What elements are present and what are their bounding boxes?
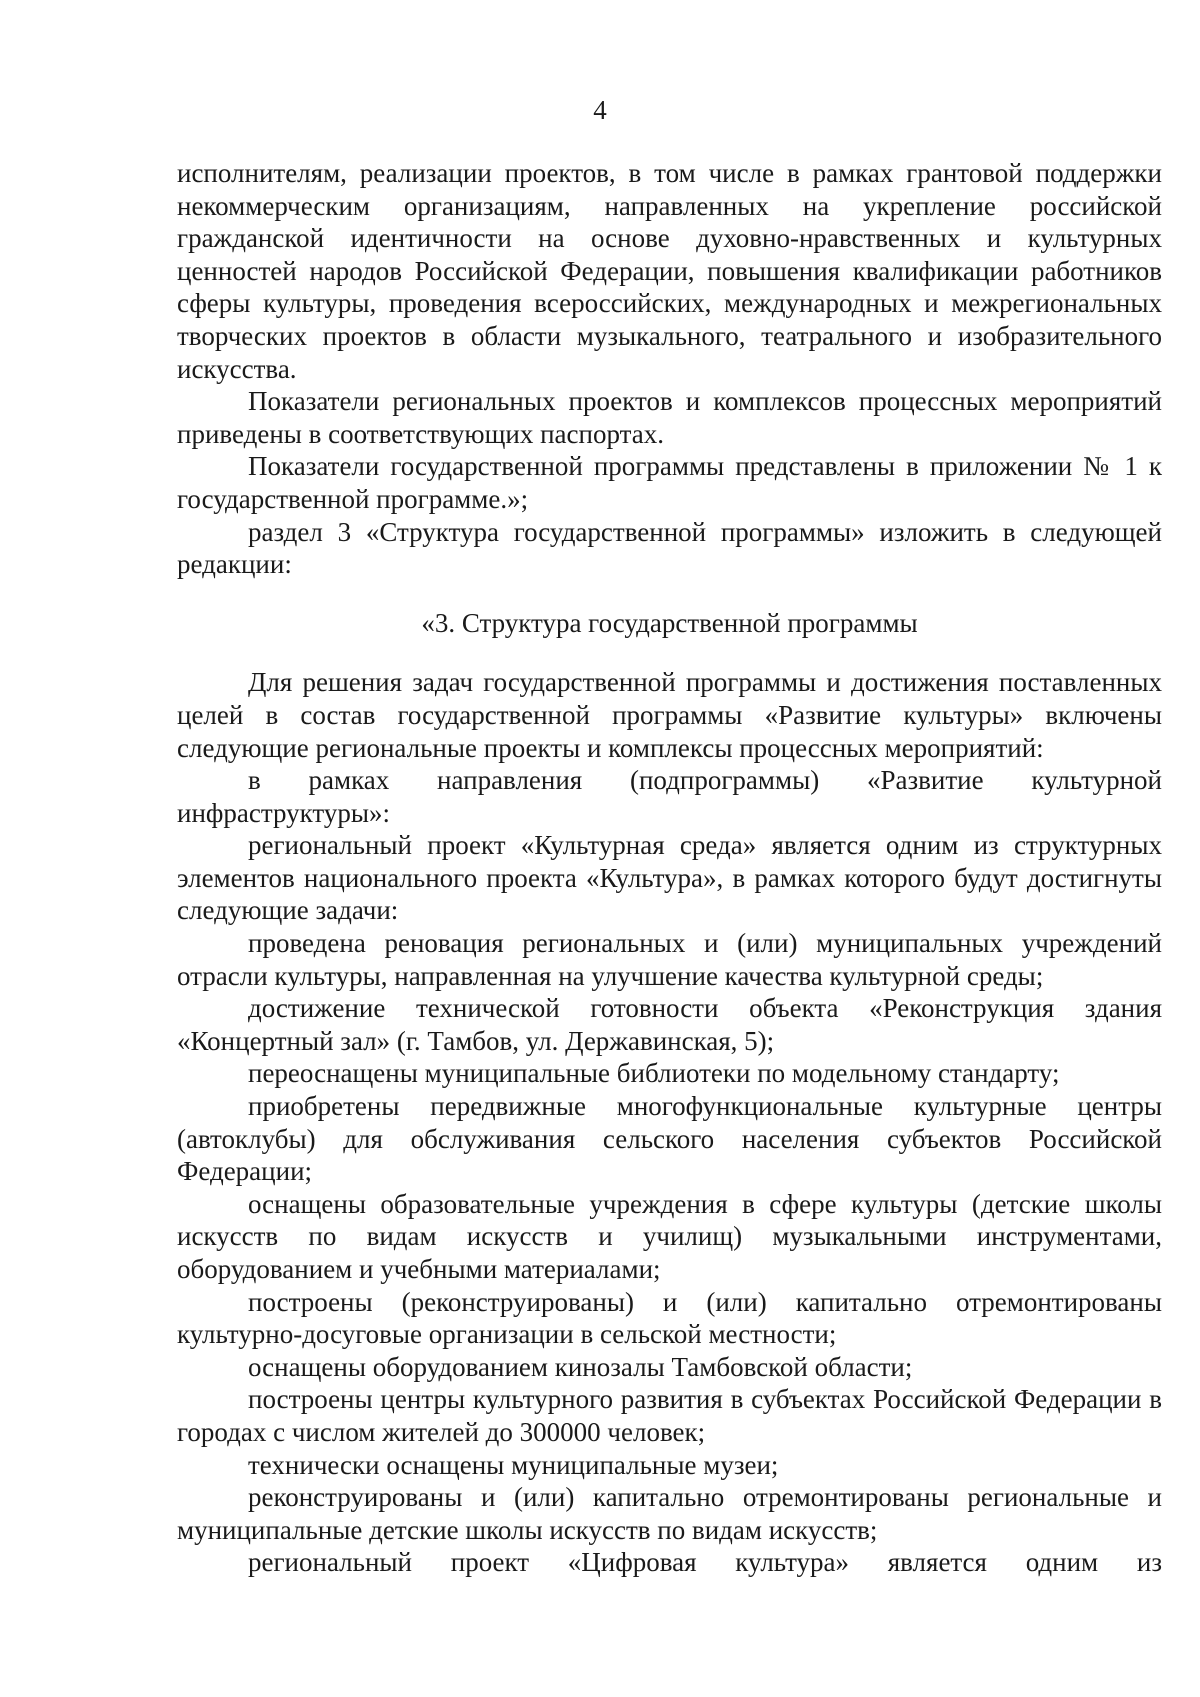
- paragraph-structure-intro: Для решения задач государственной программы и достижения поставленных целей в состав государственной программы «Развитие культуры» включены следующие региональные проекты и комплексы процессных мероприятий:: [177, 667, 1162, 763]
- list-item-cinemas: оснащены оборудованием кинозалы Тамбовской области;: [248, 1351, 913, 1382]
- paragraph-direction: в рамках направления (подпрограммы) «Развитие культурной инфраструктуры»:: [177, 765, 1162, 828]
- paragraph-project-digital-culture: региональный проект «Цифровая культура» является одним из: [248, 1547, 1162, 1578]
- paragraph-project-cultural-environment: региональный проект «Культурная среда» является одним из структурных элементов национального проекта «Культура», в рамках которого будут достигнуты следующие задачи:: [177, 830, 1162, 926]
- paragraph-indicators-program: Показатели государственной программы представлены в приложении № 1 к государственной программе.»;: [177, 451, 1162, 514]
- list-item-concert-hall: достижение технической готовности объекта «Реконструкция здания «Концертный зал» (г. Тамбов, ул. Державинская, 5);: [177, 993, 1162, 1056]
- list-item-renovation: проведена реновация региональных и (или) муниципальных учреждений отрасли культуры, направленная на улучшение качества культурной среды;: [177, 928, 1162, 991]
- list-item-culture-centers: построены центры культурного развития в субъектах Российской Федерации в городах с числом жителей до 300000 человек;: [177, 1384, 1162, 1447]
- document-body: [177, 157, 1162, 1579]
- list-item-museums: технически оснащены муниципальные музеи;: [248, 1449, 779, 1480]
- page-number: 4: [593, 95, 607, 125]
- list-item-rural-organizations: построены (реконструированы) и (или) капитально отремонтированы культурно-досуговые организации в сельской местности;: [177, 1286, 1162, 1350]
- paragraph-continuation: исполнителям, реализации проектов, в том числе в рамках грантовой поддержки некоммерческим организациям, направленных на укрепление российской гражданской идентичности на основе духовно-нравственных и культурных ценностей народов Российской Федерации, повышения квалификации работников сферы культуры, проведения всероссийских, международных и межрегиональных творческих проектов в области музыкального, театрального и изобразительного искусства.: [177, 158, 1162, 384]
- paragraph-section-amendment: раздел 3 «Структура государственной программы» изложить в следующей редакции:: [177, 516, 1162, 580]
- list-item-art-schools: реконструированы и (или) капитально отремонтированы региональные и муниципальные детские школы искусств по видам искусств;: [177, 1482, 1162, 1545]
- section-heading: «3. Структура государственной программы: [421, 607, 918, 638]
- list-item-autoclubs: приобретены передвижные многофункциональные культурные центры (автоклубы) для обслуживания сельского населения субъектов Российской Федерации;: [177, 1091, 1162, 1187]
- list-item-education-equipment: оснащены образовательные учреждения в сфере культуры (детские школы искусств по видам искусств и училищ) музыкальными инструментами, оборудованием и учебными материалами;: [177, 1188, 1162, 1284]
- paragraph-indicators-projects: Показатели региональных проектов и комплексов процессных мероприятий приведены в соответствующих паспортах.: [177, 386, 1162, 449]
- list-item-libraries: переоснащены муниципальные библиотеки по модельному стандарту;: [248, 1058, 1060, 1089]
